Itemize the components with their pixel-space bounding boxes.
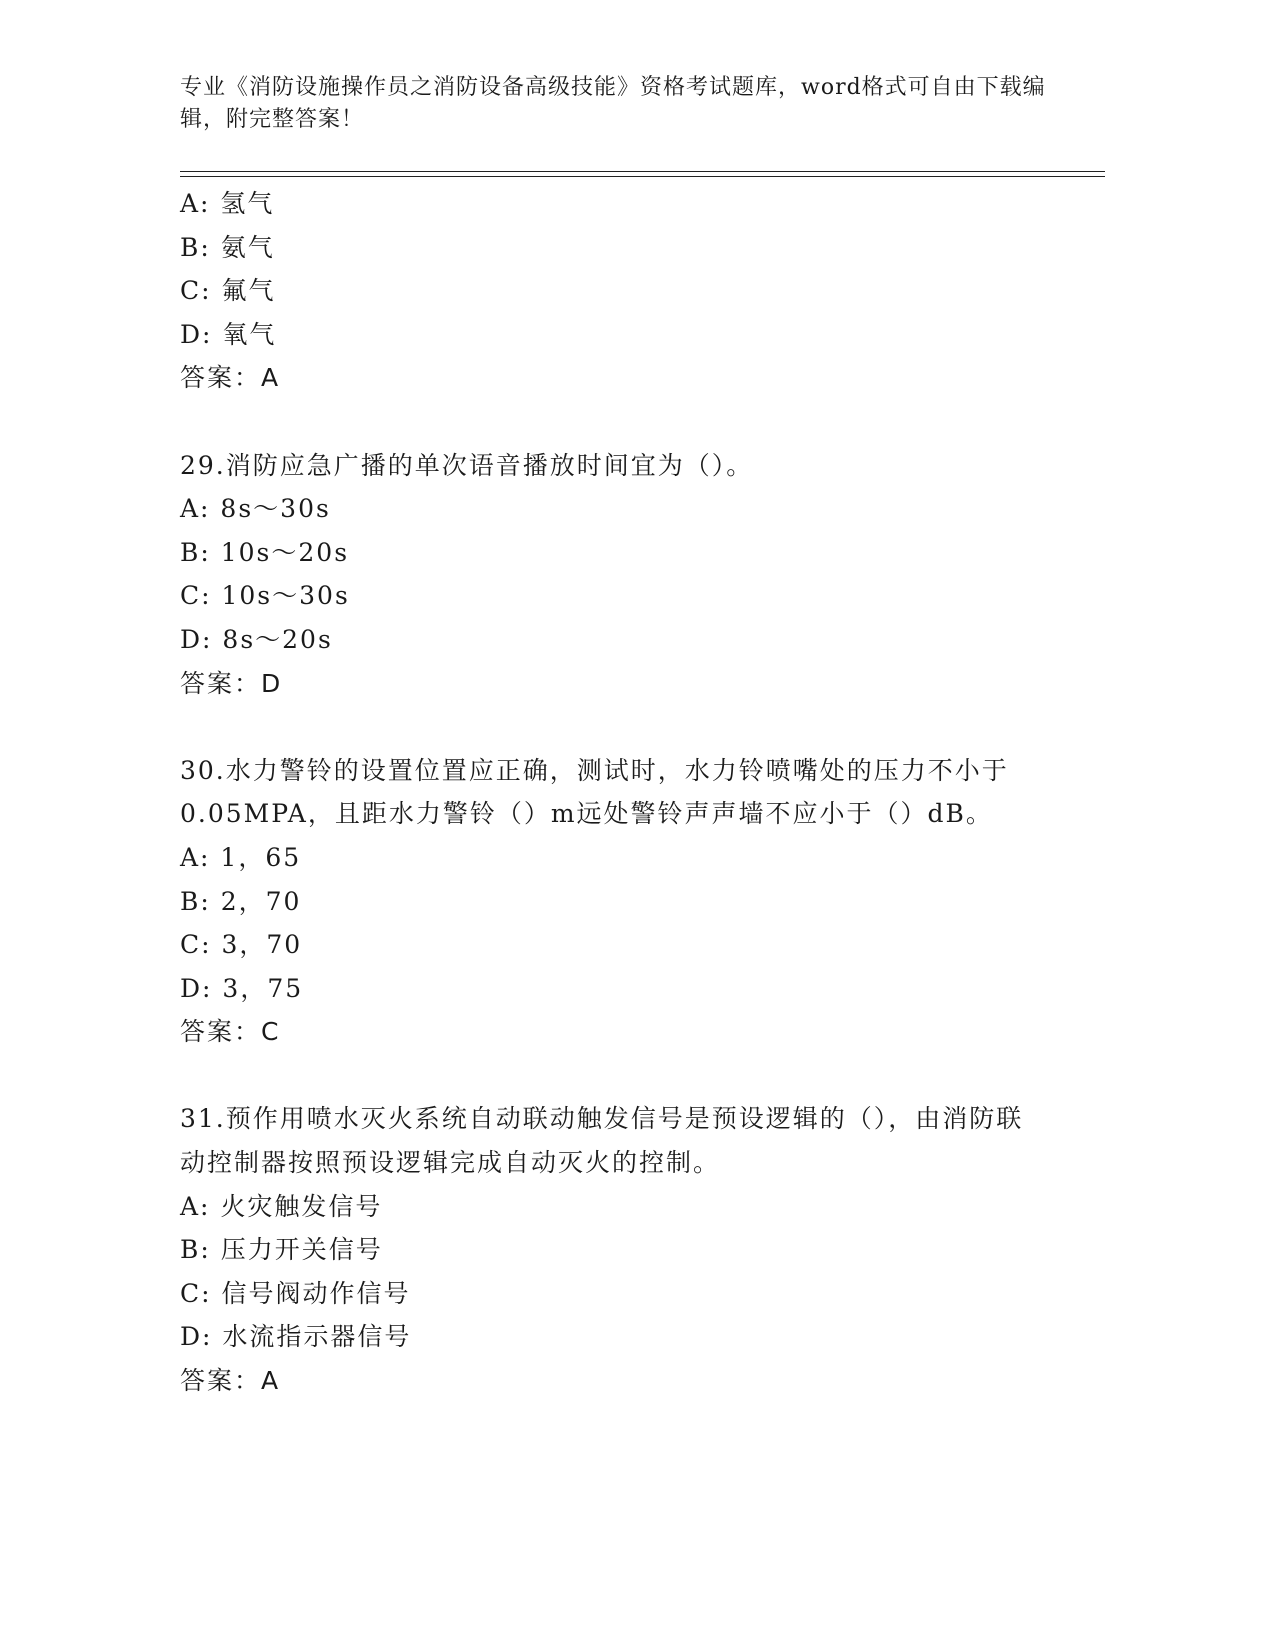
option-d: D: 氧气 [180,319,277,349]
option-d: D: 8s～20s [180,624,333,654]
answer: 答案：A [180,1366,281,1396]
option-c: C: 信号阀动作信号 [180,1278,411,1308]
answer: 答案：A [180,363,281,393]
option-b: B: 氨气 [180,232,275,262]
option-d: D: 水流指示器信号 [180,1322,412,1352]
question-stem: 31.预作用喷水灭火系统自动联动触发信号是预设逻辑的（），由消防联动控制器按照预设逻辑完成自动灭火的控制。 [180,1104,1024,1178]
question-30 [180,749,1080,1054]
header-rule-top [180,171,1105,172]
option-d: D: 3，75 [180,973,304,1003]
option-a: A: 火灾触发信号 [180,1191,383,1221]
option-c: C: 氟气 [180,276,276,306]
option-c: C: 3，70 [180,930,303,960]
question-29 [180,444,1080,706]
question-28 [180,182,1080,400]
question-stem: 29.消防应急广播的单次语音播放时间宜为（）。 [180,450,754,480]
question-31 [180,1097,1080,1402]
option-a: A: 氢气 [180,189,275,218]
header-rule-bottom [180,176,1105,177]
option-b: B: 10s～20s [180,537,350,567]
document-header: 专业《消防设施操作员之消防设备高级技能》资格考试题库，word格式可自由下载编辑，附完整答案！ [180,75,1046,132]
option-b: B: 2，70 [180,886,302,916]
question-list [180,182,1080,1403]
option-a: A: 1，65 [180,842,302,872]
option-c: C: 10s～30s [180,581,350,611]
answer: 答案：D [180,668,283,698]
answer: 答案：C [180,1017,281,1047]
question-stem: 30.水力警铃的设置位置应正确，测试时，水力铃喷嘴处的压力不小于0.05MPA，且距水力警铃（）m远处警铃声声墙不应小于（）dB。 [180,755,1009,829]
option-a: A: 8s～30s [180,494,331,524]
option-b: B: 压力开关信号 [180,1235,383,1265]
